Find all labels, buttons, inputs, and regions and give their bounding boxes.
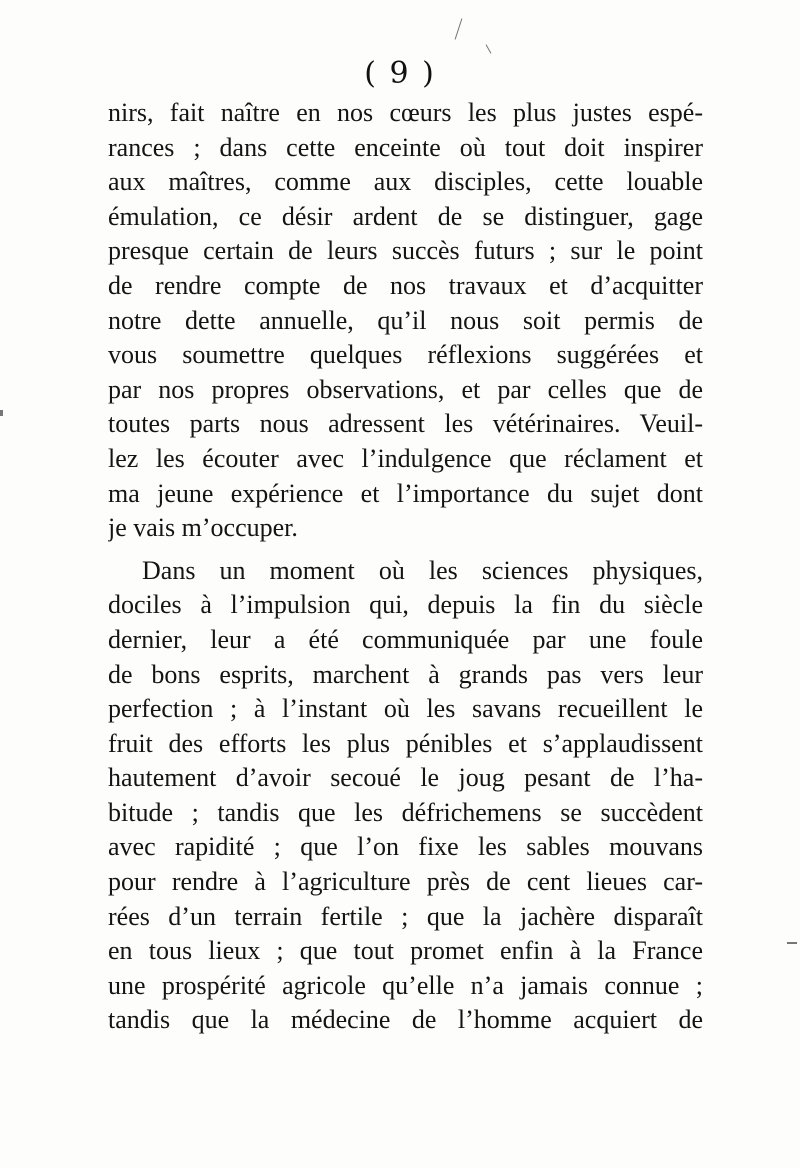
text-line: presque certain de leurs succès futurs ; sur le point [108, 236, 703, 266]
text-line: nirs, fait naître en nos cœurs les plus justes espé- [108, 98, 703, 127]
text-line: ma jeune expérience et l’importance du sujet dont [108, 478, 703, 508]
text-line: notre dette annuelle, qu’il nous soit permis de [108, 305, 703, 335]
text-line: toutes parts nous adressent les vétérinaires. Veuil- [108, 409, 703, 439]
scan-artifact-mark [0, 410, 3, 416]
text-line: aux maîtres, comme aux disciples, cette louable [108, 167, 703, 197]
text-line: bitude ; tandis que les défrichemens se succèdent [108, 797, 703, 827]
text-line: tandis que la médecine de l’homme acquiert de [108, 1005, 703, 1035]
text-line: dernier, leur a été communiquée par une foule [108, 624, 703, 654]
paragraph-2 [108, 554, 703, 1038]
scan-artifact-mark [455, 18, 463, 39]
text-line: en tous lieux ; que tout promet enfin à la France [108, 936, 703, 966]
paragraph-gap [108, 546, 703, 554]
page-number: ( 9 ) [364, 56, 436, 91]
scan-artifact-mark [486, 44, 492, 53]
text-line: pour rendre à l’agriculture près de cent lieues car- [108, 867, 703, 897]
text-line: je vais m’occuper. [108, 513, 298, 543]
text-line: avec rapidité ; que l’on fixe les sables mouvans [108, 832, 703, 862]
text-line: perfection ; à l’instant où les savans recueillent le [108, 694, 703, 724]
text-line: une prospérité agricole qu’elle n’a jamais connue ; [108, 970, 703, 1000]
text-line: Dans un moment où les sciences physiques, [142, 555, 703, 585]
text-line: rées d’un terrain fertile ; que la jachère disparaît [108, 901, 703, 931]
text-line: fruit des efforts les plus pénibles et s’applaudissent [108, 728, 703, 758]
text-line: de bons esprits, marchent à grands pas vers leur [108, 659, 703, 689]
body-text [108, 96, 703, 1038]
text-line: vous soumettre quelques réflexions suggérées et [108, 340, 703, 370]
text-line: de rendre compte de nos travaux et d’acquitter [108, 270, 703, 300]
text-line: dociles à l’impulsion qui, depuis la fin du siècle [108, 590, 703, 620]
scan-artifact-mark [787, 942, 797, 944]
text-line: hautement d’avoir secoué le joug pesant de l’ha- [108, 763, 703, 793]
text-line: rances ; dans cette enceinte où tout doit inspirer [108, 132, 703, 162]
text-line: lez les écouter avec l’indulgence que réclament et [108, 443, 703, 473]
text-line: émulation, ce désir ardent de se distinguer, gage [108, 201, 703, 231]
text-line: par nos propres observations, et par celles que de [108, 374, 703, 404]
paragraph-1 [108, 96, 703, 546]
